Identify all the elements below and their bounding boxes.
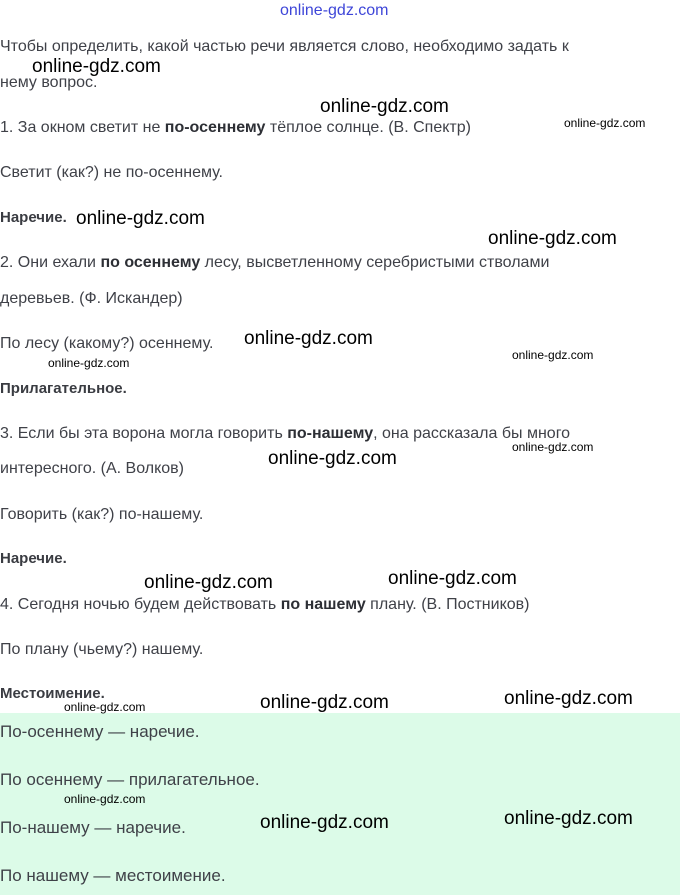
question-4: По плану (чьему?) нашему.: [0, 641, 204, 658]
watermark: online-gdz.com: [504, 688, 633, 709]
watermark: online-gdz.com: [64, 792, 146, 806]
watermark: online-gdz.com: [260, 692, 389, 713]
watermark: online-gdz.com: [32, 56, 161, 77]
answer-3: Наречие.: [0, 550, 67, 567]
watermark: online-gdz.com: [144, 572, 273, 593]
answer-2: Прилагательное.: [0, 380, 127, 397]
question-2: По лесу (какому?) осеннему.: [0, 335, 214, 352]
sentence-2-keyword: по осеннему: [100, 254, 201, 271]
watermark: online-gdz.com: [260, 812, 389, 833]
answer-1: Наречие.: [0, 209, 67, 226]
watermark: online-gdz.com: [488, 228, 617, 249]
watermark: online-gdz.com: [76, 208, 205, 229]
summary-item-4: По нашему — местоимение.: [0, 866, 226, 885]
sentence-3-keyword: по-нашему: [287, 425, 374, 442]
intro-line-1: Чтобы определить, какой частью речи является слово, необходимо задать к: [0, 38, 569, 55]
watermark: online-gdz.com: [280, 2, 389, 19]
watermark: online-gdz.com: [64, 700, 146, 714]
watermark: online-gdz.com: [512, 440, 594, 454]
question-3: Говорить (как?) по-нашему.: [0, 506, 204, 523]
sentence-4-keyword: по нашему: [280, 596, 366, 613]
answer-4: Местоимение.: [0, 685, 105, 702]
sentence-4: 4. Сегодня ночью будем действовать по нашему плану. (В. Постников): [0, 596, 530, 613]
watermark: online-gdz.com: [244, 328, 373, 349]
question-1: Светит (как?) не по-осеннему.: [0, 164, 223, 181]
summary-item-3: По-нашему — наречие.: [0, 818, 186, 837]
sentence-2-line-2: деревьев. (Ф. Искандер): [0, 290, 183, 307]
watermark: online-gdz.com: [564, 116, 646, 130]
intro-line-2: нему вопрос.: [0, 74, 98, 91]
watermark: online-gdz.com: [388, 568, 517, 589]
watermark: online-gdz.com: [512, 348, 594, 362]
sentence-1-keyword: по-осеннему: [164, 119, 266, 136]
summary-item-2: По осеннему — прилагательное.: [0, 770, 260, 789]
sentence-2: 2. Они ехали по осеннему лесу, высветленному серебристыми стволами: [0, 254, 550, 271]
sentence-3: 3. Если бы эта ворона могла говорить по-нашему, она рассказала бы много: [0, 425, 571, 442]
watermark: online-gdz.com: [268, 448, 397, 469]
watermark: online-gdz.com: [320, 96, 449, 117]
summary-item-1: По-осеннему — наречие.: [0, 722, 200, 741]
sentence-1: 1. За окном светит не по-осеннему тёплое солнце. (В. Спектр): [0, 119, 471, 136]
sentence-3-line-2: интересного. (А. Волков): [0, 460, 184, 477]
watermark: online-gdz.com: [48, 356, 130, 370]
watermark: online-gdz.com: [504, 808, 633, 829]
